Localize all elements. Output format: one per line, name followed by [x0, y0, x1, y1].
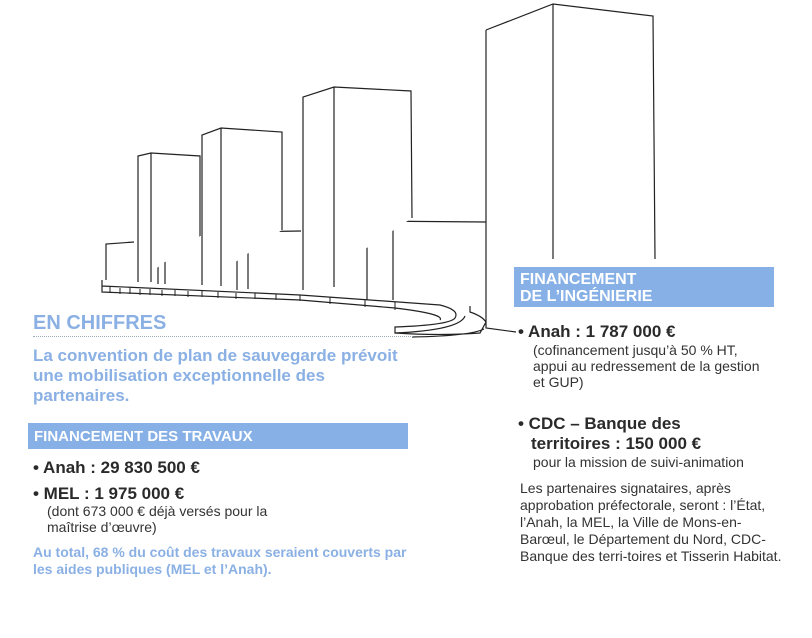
building-1: [106, 242, 134, 280]
travaux-header: FINANCEMENT DES TRAVAUX: [28, 423, 408, 449]
travaux-mel-note: (dont 673 000 € déjà versés pour la maîtrise d’œuvre): [47, 503, 268, 535]
travaux-mel: • MEL : 1 975 000 €: [33, 484, 185, 503]
travaux-total: Au total, 68 % du coût des travaux seraient couverts par les aides publiques (MEL et l’Anah).: [33, 544, 407, 577]
ingenierie-cdc-line1: • CDC – Banque des: [518, 414, 681, 433]
dotted-divider: [33, 336, 413, 337]
ingenierie-header: [514, 267, 774, 307]
ingenierie-cdc-line2: territoires : 150 000 €: [531, 434, 702, 453]
ingenierie-header-line1: FINANCEMENT: [520, 271, 637, 288]
ingenierie-header-line2: DE L’INGÉNIERIE: [520, 288, 653, 305]
partners-text: Les partenaires signataires, après approbation préfectorale, seront : l’État, l’Anah, la MEL, la Ville de Mons-en-Barœul, le Département du Nord, CDC-Banque des terri-toires et Tisserin Habitat.: [520, 480, 782, 564]
lead-text: La convention de plan de sauvegarde prévoit une mobilisation exceptionnelle des partenaires.: [33, 346, 398, 405]
travaux-anah: • Anah : 29 830 500 €: [33, 458, 200, 477]
section-title: EN CHIFFRES: [33, 312, 167, 334]
ingenierie-cdc-note: pour la mission de suivi-animation: [533, 454, 744, 470]
ingenierie-anah: • Anah : 1 787 000 €: [518, 322, 676, 341]
ingenierie-anah-note: (cofinancement jusqu’à 50 % HT, appui au redressement de la gestion et GUP): [533, 342, 760, 390]
